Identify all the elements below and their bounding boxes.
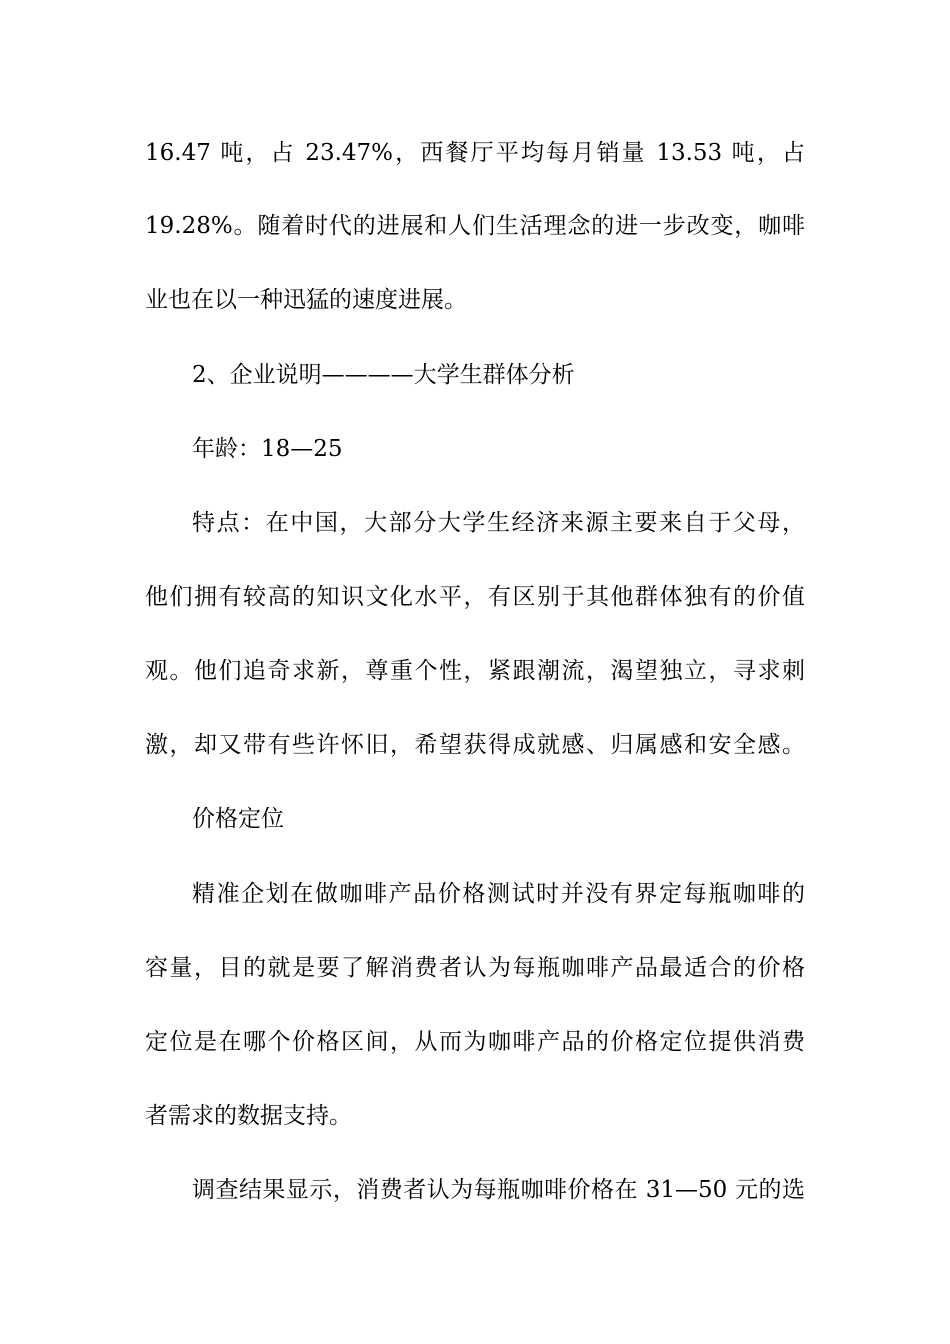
section-heading: 价格定位 [192, 806, 284, 832]
paragraph-line: 他们拥有较高的知识文化水平，有区别于其他群体独有的价值 [145, 584, 805, 610]
paragraph-line: 19.28%。随着时代的进展和人们生活理念的进一步改变，咖啡 [145, 213, 805, 239]
paragraph-line: 容量，目的就是要了解消费者认为每瓶咖啡产品最适合的价格 [145, 955, 805, 981]
paragraph-line: 激，却又带有些许怀旧，希望获得成就感、归属感和安全感。 [145, 732, 805, 758]
section-heading: 2、企业说明————大学生群体分析 [192, 362, 575, 388]
paragraph-line: 者需求的数据支持。 [145, 1103, 352, 1129]
paragraph-line: 调查结果显示，消费者认为每瓶咖啡价格在 31—50 元的选 [192, 1177, 805, 1203]
paragraph-line: 特点：在中国，大部分大学生经济来源主要来自于父母， [192, 510, 805, 536]
age-line: 年龄：18—25 [192, 436, 343, 462]
paragraph-line: 精准企划在做咖啡产品价格测试时并没有界定每瓶咖啡的 [192, 881, 805, 907]
paragraph-line: 业也在以一种迅猛的速度进展。 [145, 287, 467, 313]
paragraph-line: 16.47 吨，占 23.47%，西餐厅平均每月销量 13.53 吨，占 [145, 140, 805, 166]
paragraph-line: 定位是在哪个价格区间，从而为咖啡产品的价格定位提供消费 [145, 1029, 805, 1055]
paragraph-line: 观。他们追奇求新，尊重个性，紧跟潮流，渴望独立，寻求刺 [145, 658, 805, 684]
